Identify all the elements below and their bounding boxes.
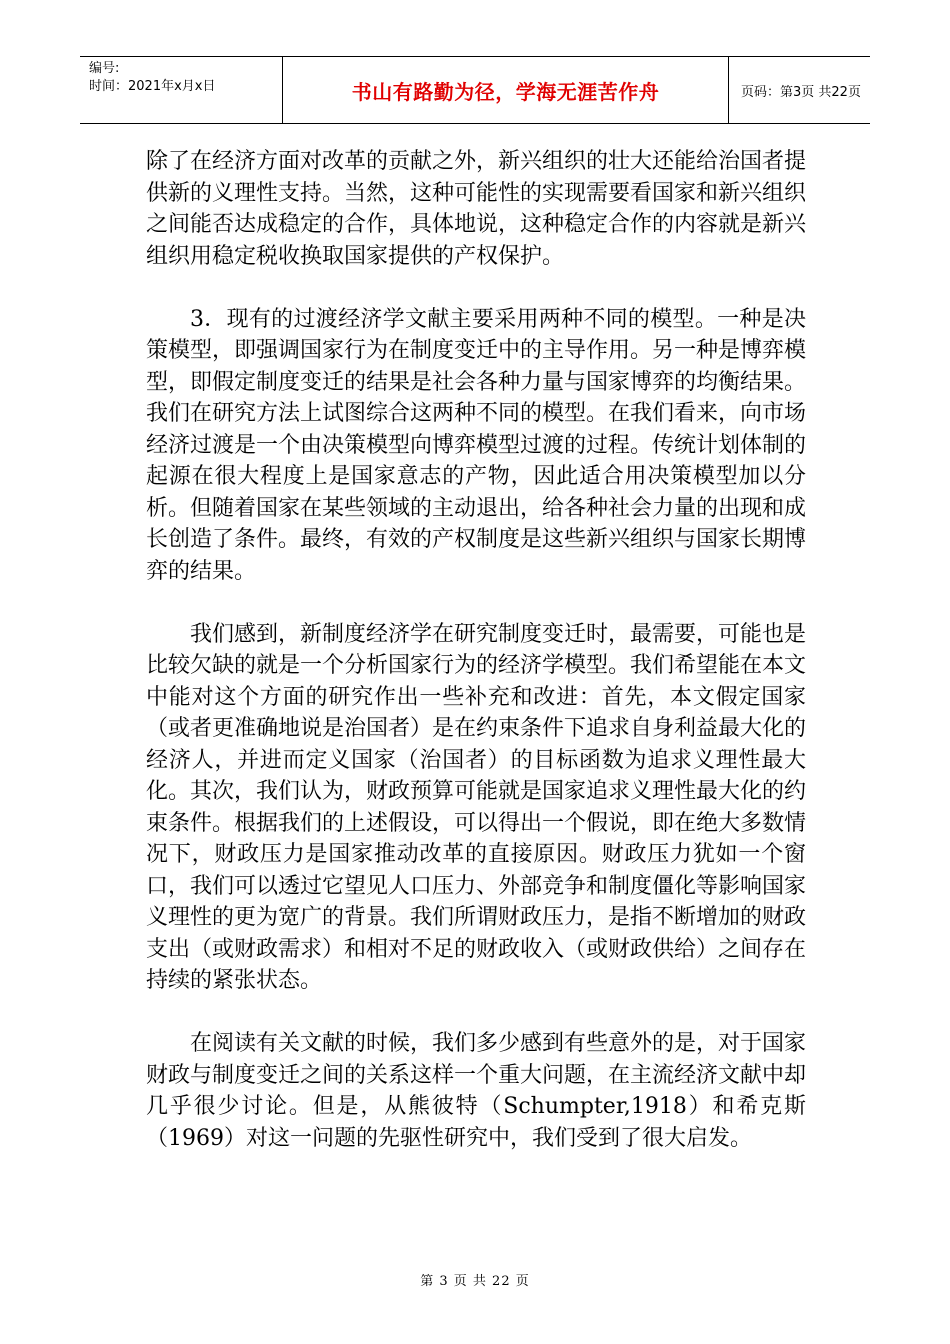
header-meta [80,57,282,123]
paragraph-4: 在阅读有关文献的时候，我们多少感到有些意外的是，对于国家财政与制度变迁之间的关系这样一个重大问题，在主流经济文献中却几乎很少讨论。但是，从熊彼特（Schumpter,1918）和希克斯（1969）对这一问题的先驱性研究中，我们受到了很大启发。 [146,1031,807,1151]
header-page-info: 页码：第3页 共22页 [741,84,861,100]
document-body [146,146,806,1186]
header-motto: 书山有路勤为径，学海无涯苦作舟 [282,57,729,123]
paragraph-3: 我们感到，新制度经济学在研究制度变迁时，最需要，可能也是比较欠缺的就是一个分析国家行为的经济学模型。我们希望能在本文中能对这个方面的研究作出一些补充和改进：首先，本文假定国家（或者更准确地说是治国者）是在约束条件下追求自身利益最大化的经济人，并进而定义国家（治国者）的目标函数为追求义理性最大化。其次，我们认为，财政预算可能就是国家追求义理性最大化的约束条件。根据我们的上述假设，可以得出一个假说，即在绝大多数情况下，财政压力是国家推动改革的直接原因。财政压力犹如一个窗口，我们可以透过它望见人口压力、外部竞争和制度僵化等影响国家义理性的更为宽广的背景。我们所谓财政压力，是指不断增加的财政支出（或财政需求）和相对不足的财政收入（或财政供给）之间存在持续的紧张状态。 [146,621,807,993]
page-header [80,56,870,124]
time-label: 时间：2021年x月x日 [89,79,216,94]
paragraph-2: 3．现有的过渡经济学文献主要采用两种不同的模型。一种是决策模型，即强调国家行为在制度变迁中的主导作用。另一种是博弈模型，即假定制度变迁的结果是社会各种力量与国家博弈的均衡结果。我们在研究方法上试图综合这两种不同的模型。在我们看来，向市场经济过渡是一个由决策模型向博弈模型过渡的过程。传统计划体制的起源在很大程度上是国家意志的产物，因此适合用决策模型加以分析。但随着国家在某些领域的主动退出，给各种社会力量的出现和成长创造了条件。最终，有效的产权制度是这些新兴组织与国家长期博弈的结果。 [146,306,807,584]
code-label: 编号: [89,61,120,76]
page-footer: 第 3 页 共 22 页 [420,1274,530,1289]
paragraph-1: 除了在经济方面对改革的贡献之外，新兴组织的壮大还能给治国者提供新的义理性支持。当然，这种可能性的实现需要看国家和新兴组织之间能否达成稳定的合作，具体地说，这种稳定合作的内容就是新兴组织用稳定税收换取国家提供的产权保护。 [146,149,807,269]
